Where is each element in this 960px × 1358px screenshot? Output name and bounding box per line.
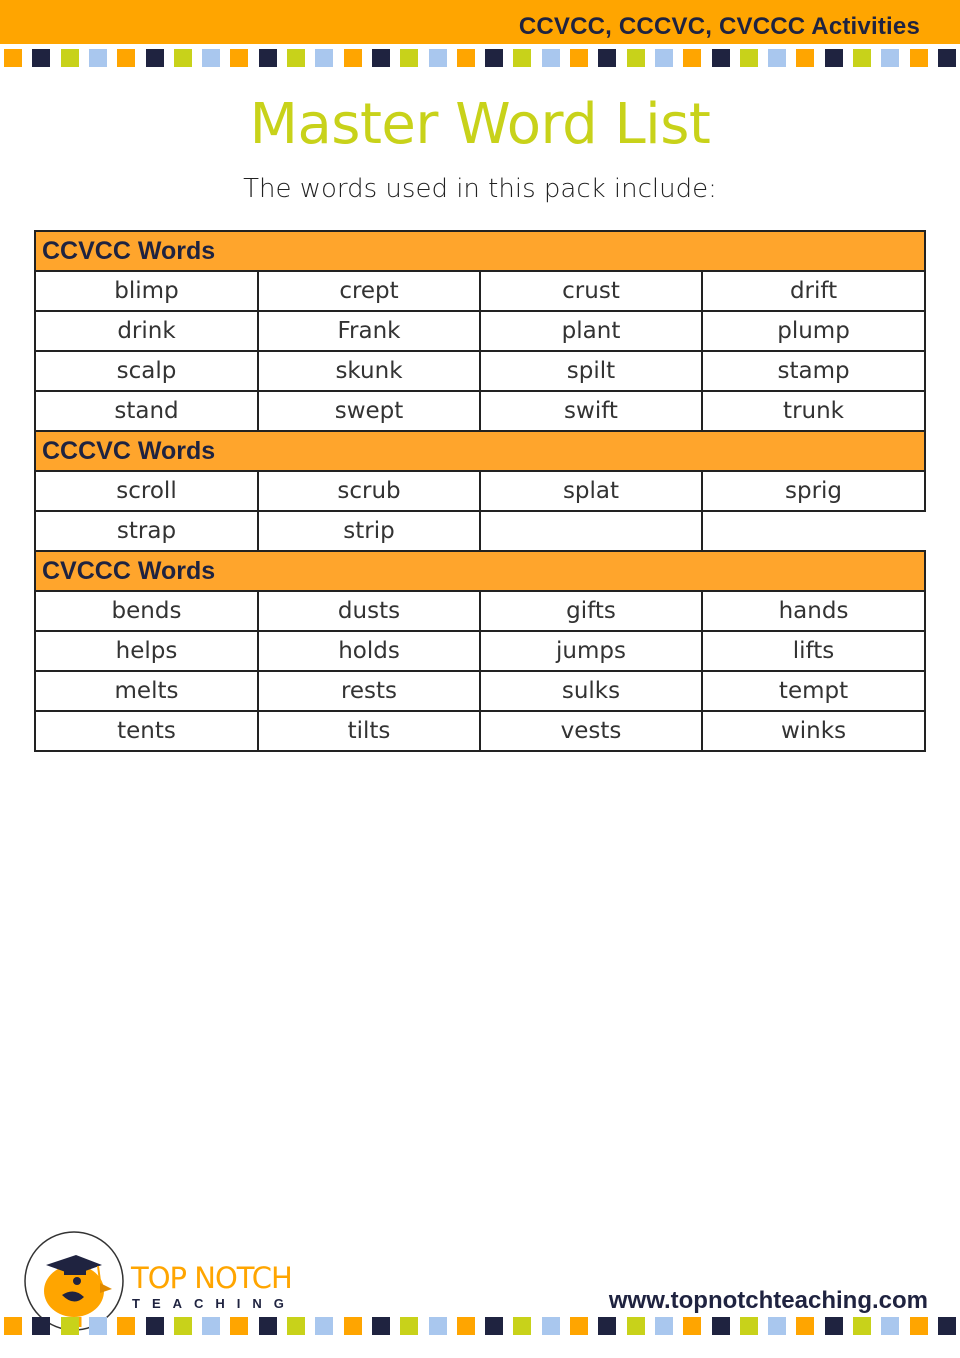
decorative-square: [287, 49, 305, 67]
decorative-square: [174, 49, 192, 67]
decorative-square-border-top: [0, 49, 960, 67]
table-row: [35, 351, 925, 391]
decorative-square: [146, 1317, 164, 1335]
word-cell: crept: [258, 271, 480, 311]
decorative-square: [259, 1317, 277, 1335]
decorative-square: [230, 49, 248, 67]
decorative-square: [202, 49, 220, 67]
decorative-square: [117, 49, 135, 67]
decorative-square: [315, 49, 333, 67]
decorative-square: [796, 1317, 814, 1335]
word-cell: jumps: [480, 631, 702, 671]
word-cell: swift: [480, 391, 702, 431]
word-cell: hands: [702, 591, 925, 631]
empty-cell: [480, 511, 702, 551]
decorative-square: [910, 1317, 928, 1335]
table-row: [35, 471, 925, 511]
table-row: [35, 711, 925, 751]
word-cell: scalp: [35, 351, 258, 391]
decorative-square: [881, 49, 899, 67]
decorative-square: [768, 1317, 786, 1335]
decorative-square: [542, 49, 560, 67]
section-heading: CVCCC Words: [35, 551, 925, 591]
decorative-square: [655, 49, 673, 67]
decorative-square: [712, 49, 730, 67]
word-cell: spilt: [480, 351, 702, 391]
decorative-square: [259, 49, 277, 67]
word-cell: bends: [35, 591, 258, 631]
decorative-square: [400, 1317, 418, 1335]
word-cell: rests: [258, 671, 480, 711]
decorative-square: [570, 49, 588, 67]
word-cell: vests: [480, 711, 702, 751]
section-heading: CCVCC Words: [35, 231, 925, 271]
decorative-square: [627, 49, 645, 67]
decorative-square: [938, 1317, 956, 1335]
word-cell: Frank: [258, 311, 480, 351]
brand-tagline: TEACHING: [132, 1296, 296, 1311]
word-cell: drift: [702, 271, 925, 311]
word-cell: crust: [480, 271, 702, 311]
decorative-square: [174, 1317, 192, 1335]
decorative-square: [683, 1317, 701, 1335]
page-subtitle: The words used in this pack include:: [243, 174, 717, 204]
word-cell: splat: [480, 471, 702, 511]
word-cell: drink: [35, 311, 258, 351]
top-notch-logo: [24, 1231, 124, 1331]
table-row: [35, 631, 925, 671]
decorative-square: [372, 49, 390, 67]
word-cell: holds: [258, 631, 480, 671]
decorative-square: [344, 1317, 362, 1335]
word-cell: gifts: [480, 591, 702, 631]
decorative-square: [61, 1317, 79, 1335]
decorative-square: [146, 49, 164, 67]
decorative-square: [202, 1317, 220, 1335]
header-title: CCVCC, CCCVC, CVCCC Activities: [518, 13, 920, 40]
decorative-square: [513, 1317, 531, 1335]
decorative-square: [429, 49, 447, 67]
decorative-square: [513, 49, 531, 67]
decorative-square: [429, 1317, 447, 1335]
decorative-square: [825, 49, 843, 67]
word-cell: trunk: [702, 391, 925, 431]
decorative-square: [740, 1317, 758, 1335]
decorative-square: [89, 49, 107, 67]
decorative-square: [457, 1317, 475, 1335]
word-cell: strap: [35, 511, 258, 551]
word-cell: stand: [35, 391, 258, 431]
decorative-square: [627, 1317, 645, 1335]
section-header-row: [35, 431, 925, 471]
decorative-square: [910, 49, 928, 67]
word-cell: skunk: [258, 351, 480, 391]
table-row: [35, 671, 925, 711]
decorative-square: [400, 49, 418, 67]
page-title: Master Word List: [249, 92, 711, 157]
table-row: [35, 311, 925, 351]
table-row: [35, 271, 925, 311]
decorative-square: [881, 1317, 899, 1335]
decorative-square: [230, 1317, 248, 1335]
decorative-square: [4, 1317, 22, 1335]
bird-graduate-icon: [24, 1231, 124, 1331]
decorative-square: [853, 49, 871, 67]
decorative-square: [853, 1317, 871, 1335]
decorative-square: [570, 1317, 588, 1335]
word-list-table: [34, 230, 926, 752]
table-row: [35, 591, 925, 631]
word-cell: tilts: [258, 711, 480, 751]
word-cell: scrub: [258, 471, 480, 511]
decorative-square: [598, 1317, 616, 1335]
word-cell: sprig: [702, 471, 925, 511]
decorative-square: [61, 49, 79, 67]
word-cell: melts: [35, 671, 258, 711]
section-header-row: [35, 231, 925, 271]
word-cell: scroll: [35, 471, 258, 511]
word-cell: swept: [258, 391, 480, 431]
word-cell: stamp: [702, 351, 925, 391]
word-cell: helps: [35, 631, 258, 671]
brand-name: TOP NOTCH: [131, 1261, 292, 1295]
table-row: [35, 391, 925, 431]
decorative-square: [542, 1317, 560, 1335]
decorative-square: [598, 49, 616, 67]
decorative-square: [740, 49, 758, 67]
decorative-square: [457, 49, 475, 67]
decorative-square: [344, 49, 362, 67]
section-header-row: [35, 551, 925, 591]
decorative-square: [825, 1317, 843, 1335]
word-cell: tempt: [702, 671, 925, 711]
decorative-square: [683, 49, 701, 67]
table-row: [35, 511, 925, 551]
decorative-square: [485, 1317, 503, 1335]
word-cell: plump: [702, 311, 925, 351]
decorative-square: [712, 1317, 730, 1335]
word-cell: strip: [258, 511, 480, 551]
decorative-square: [32, 49, 50, 67]
decorative-square: [796, 49, 814, 67]
decorative-square: [655, 1317, 673, 1335]
decorative-square: [117, 1317, 135, 1335]
header-bar: [0, 0, 960, 44]
empty-cell: [702, 511, 925, 551]
decorative-square: [89, 1317, 107, 1335]
website-link[interactable]: www.topnotchteaching.com: [608, 1287, 928, 1314]
decorative-square: [372, 1317, 390, 1335]
decorative-square: [768, 49, 786, 67]
decorative-square: [4, 49, 22, 67]
word-cell: dusts: [258, 591, 480, 631]
word-cell: sulks: [480, 671, 702, 711]
decorative-square: [315, 1317, 333, 1335]
decorative-square: [32, 1317, 50, 1335]
word-cell: lifts: [702, 631, 925, 671]
word-cell: blimp: [35, 271, 258, 311]
word-cell: plant: [480, 311, 702, 351]
decorative-square: [485, 49, 503, 67]
decorative-square-border-bottom: [0, 1317, 960, 1335]
decorative-square: [938, 49, 956, 67]
word-cell: winks: [702, 711, 925, 751]
decorative-square: [287, 1317, 305, 1335]
word-cell: tents: [35, 711, 258, 751]
section-heading: CCCVC Words: [35, 431, 925, 471]
